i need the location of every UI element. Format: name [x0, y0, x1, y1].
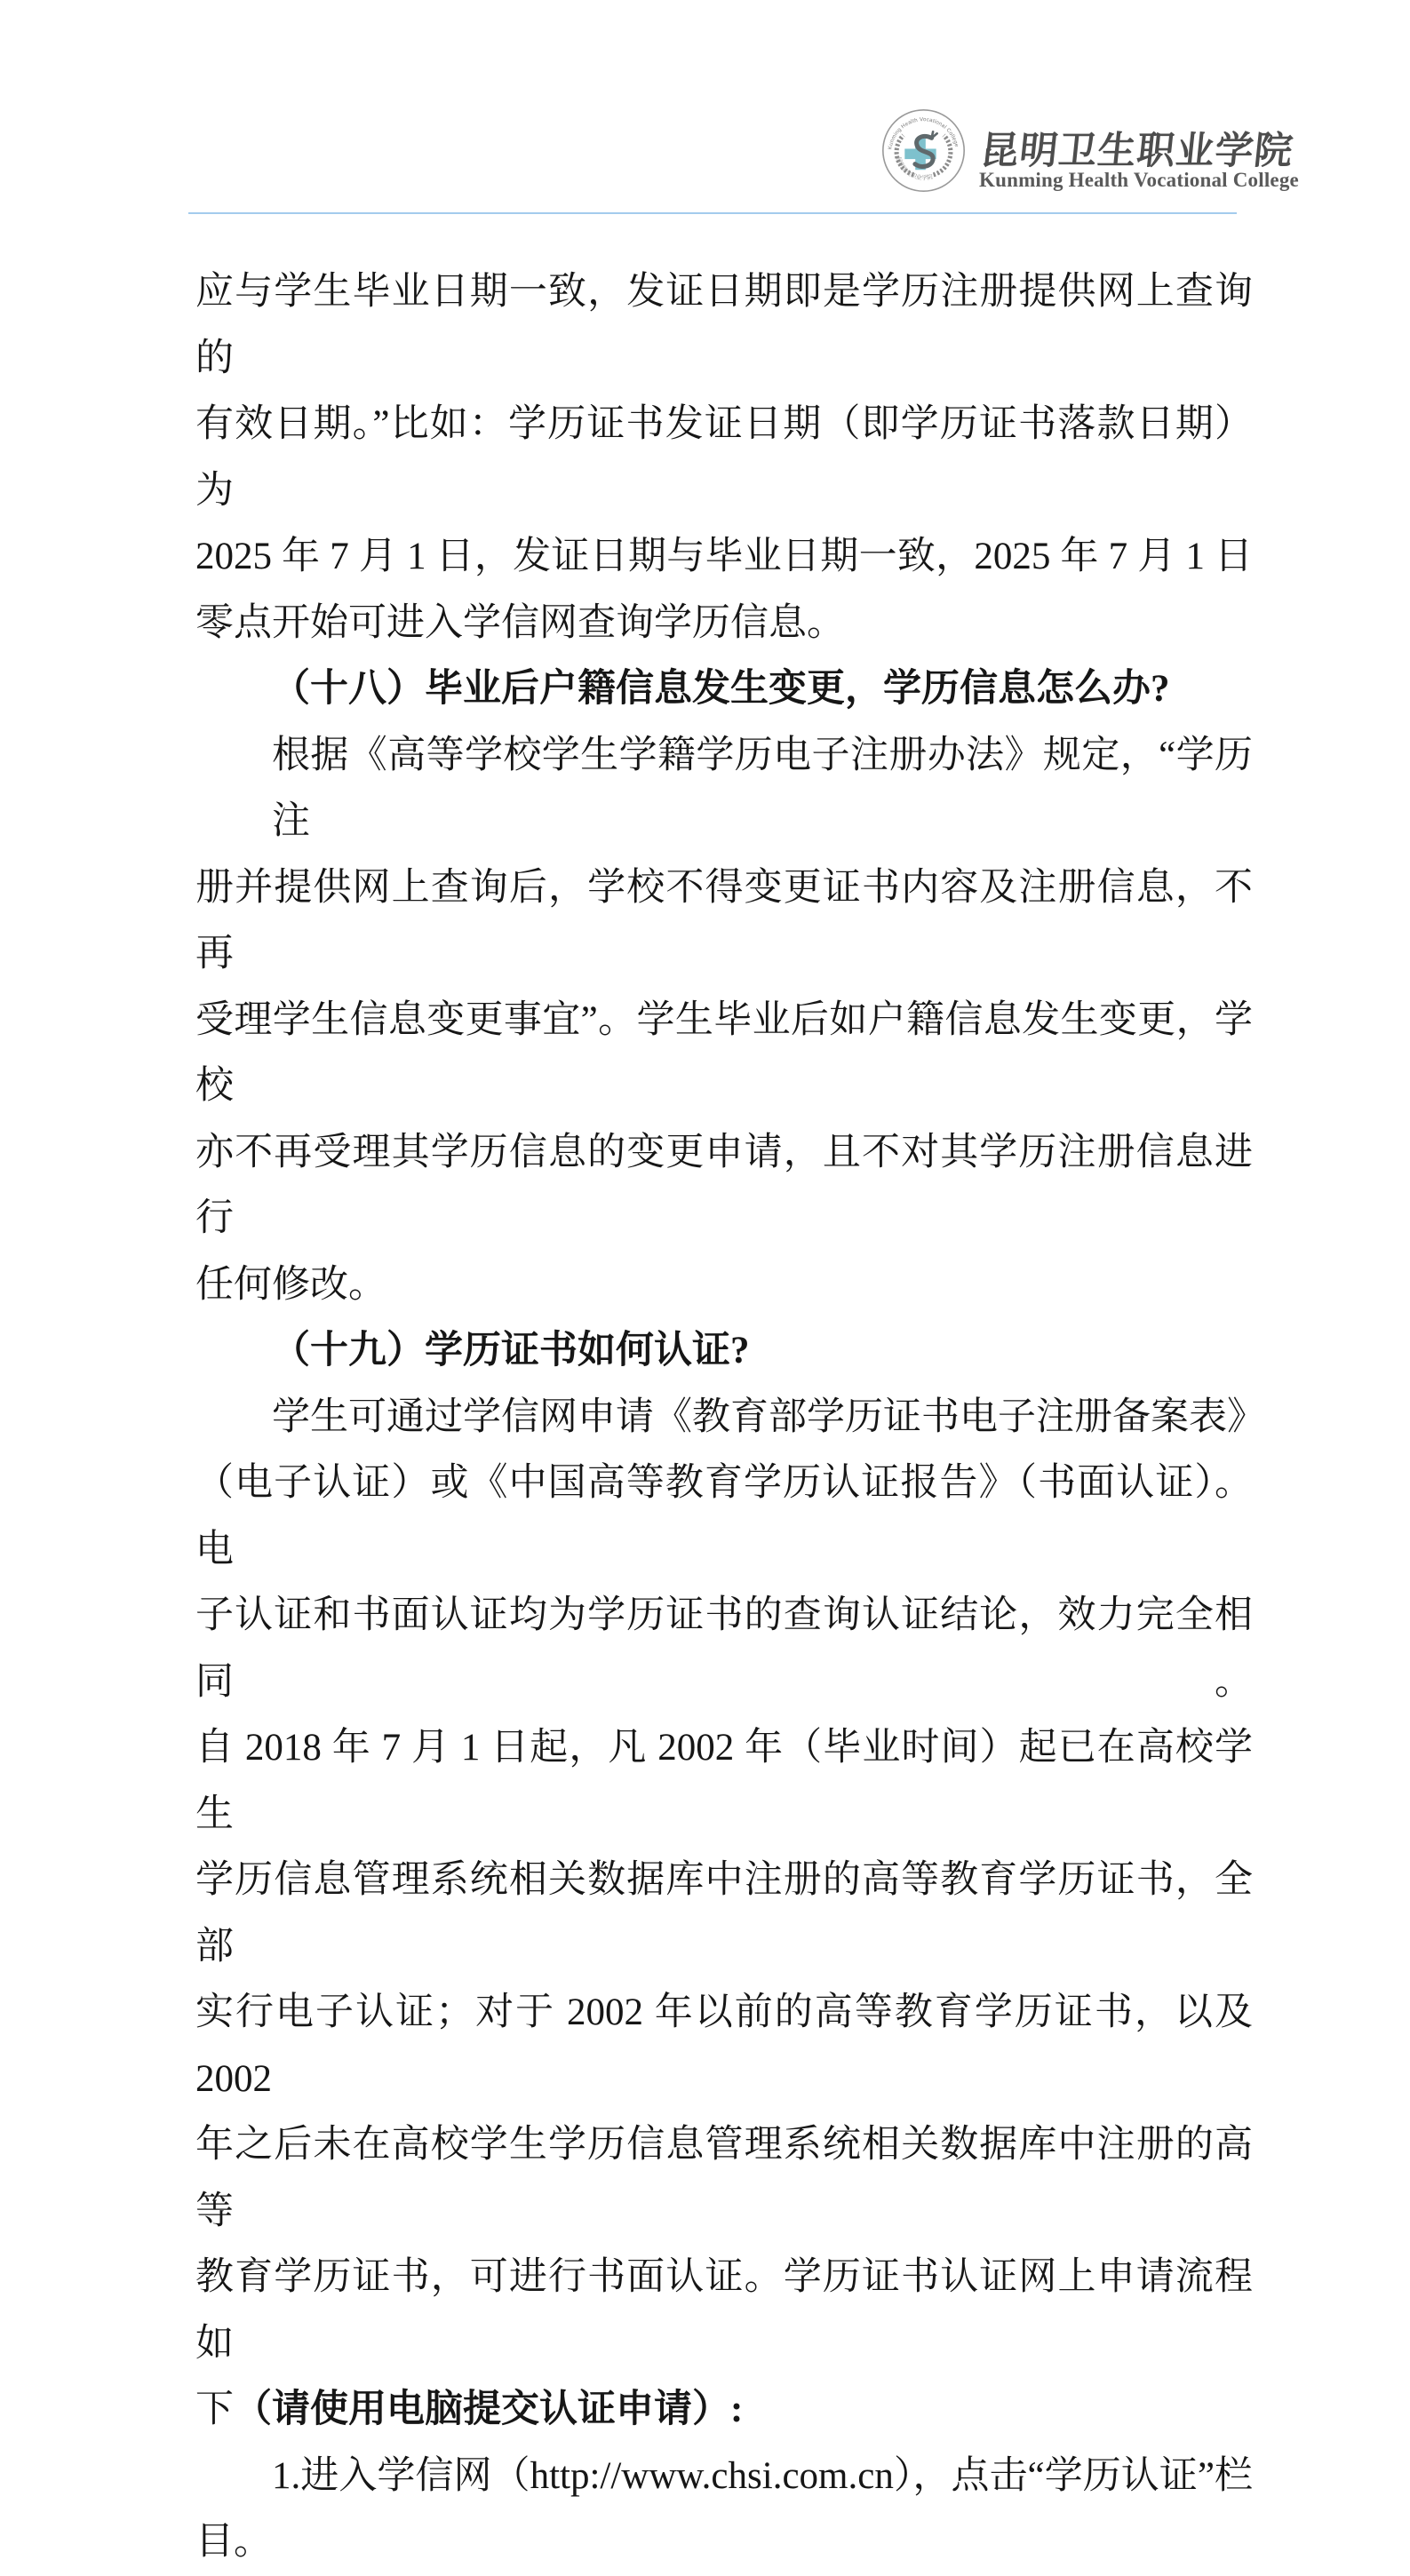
emblem-ring-text-zh: 昆明卫生职业学院 — [895, 156, 934, 182]
text-line — [195, 392, 1253, 524]
text-line — [195, 723, 1253, 855]
text-run: 下 — [195, 2389, 234, 2430]
text-line — [195, 2245, 1253, 2377]
text-run: 实行电子认证；对于 2002 年以前的高等教育学历证书，以及 2002 — [195, 1992, 1253, 2100]
text-line — [195, 1252, 1253, 1319]
text-line — [195, 1451, 1253, 1583]
text-run: 自 2018 年 7 月 1 日起，凡 2002 年（毕业时间）起已在高校学生 — [195, 1727, 1253, 1835]
text-line — [195, 855, 1253, 988]
college-name-calligraphy: 昆明卫生职业学院 — [978, 131, 1296, 172]
college-name-english: Kunming Health Vocational College — [979, 169, 1299, 191]
text-run: （十八）毕业后户籍信息发生变更，学历信息怎么办? — [272, 668, 1170, 710]
text-line — [195, 988, 1253, 1120]
text-line — [195, 2444, 1253, 2510]
text-line — [195, 524, 1253, 591]
text-run: 子认证和书面认证均为学历证书的查询认证结论，效力完全相同。 — [195, 1594, 1253, 1703]
header-divider-line — [188, 212, 1237, 214]
text-line — [195, 1120, 1253, 1252]
page-header — [0, 0, 1410, 218]
text-line — [195, 1980, 1253, 2112]
text-run: 年之后未在高校学生学历信息管理系统相关数据库中注册的高等 — [195, 2124, 1253, 2232]
text-run: 目。 — [195, 2521, 272, 2563]
text-run: 亦不再受理其学历信息的变更申请，且不对其学历注册信息进行 — [195, 1131, 1253, 1239]
text-run: （电子认证）或《中国高等教育学历认证报告》（书面认证）。电 — [195, 1462, 1253, 1570]
text-run: 1.进入学信网（http://www.chsi.com.cn），点击“学历认证”栏 — [272, 2454, 1253, 2497]
text-run: 根据《高等学校学生学籍学历电子注册办法》规定，“学历注 — [272, 734, 1253, 842]
text-run: 教育学历证书，可进行书面认证。学历证书认证网上申请流程如 — [195, 2256, 1253, 2365]
text-line — [195, 2509, 1253, 2576]
text-line — [195, 656, 1253, 723]
text-run: 册并提供网上查询后，学校不得变更证书内容及注册信息，不再 — [195, 866, 1253, 974]
text-run: 学历信息管理系统相关数据库中注册的高等教育学历证书，全部 — [195, 1859, 1253, 1968]
text-line — [195, 591, 1253, 657]
text-run: （十九）学历证书如何认证? — [272, 1330, 750, 1371]
text-run: （请使用电脑提交认证申请）: — [234, 2389, 744, 2430]
text-line — [195, 259, 1253, 392]
emblem-ring-text-en: Kunming Health Vocational College — [888, 117, 960, 150]
college-emblem-icon — [881, 108, 966, 193]
text-run: 2025 年 7 月 1 日，发证日期与毕业日期一致，2025 年 7 月 1 日 — [195, 536, 1253, 577]
text-line — [195, 1385, 1265, 1451]
text-run: 有效日期。”比如：学历证书发证日期（即学历证书落款日期）为 — [195, 403, 1253, 512]
document-body — [195, 259, 1265, 2576]
text-line — [195, 1318, 1253, 1385]
text-run: 应与学生毕业日期一致，发证日期即是学历注册提供网上查询的 — [195, 271, 1253, 379]
text-run: 任何修改。 — [195, 1263, 386, 1306]
text-line — [195, 2112, 1253, 2245]
text-line — [195, 1715, 1253, 1848]
text-run: 受理学生信息变更事宜”。学生毕业后如户籍信息发生变更，学校 — [195, 998, 1253, 1107]
text-line — [195, 2377, 1253, 2444]
text-run: 零点开始可进入学信网查询学历信息。 — [195, 601, 845, 644]
text-line — [195, 1583, 1253, 1715]
text-line — [195, 1848, 1253, 1980]
text-run: 学生可通过学信网申请《教育部学历证书电子注册备案表》 — [272, 1395, 1265, 1438]
